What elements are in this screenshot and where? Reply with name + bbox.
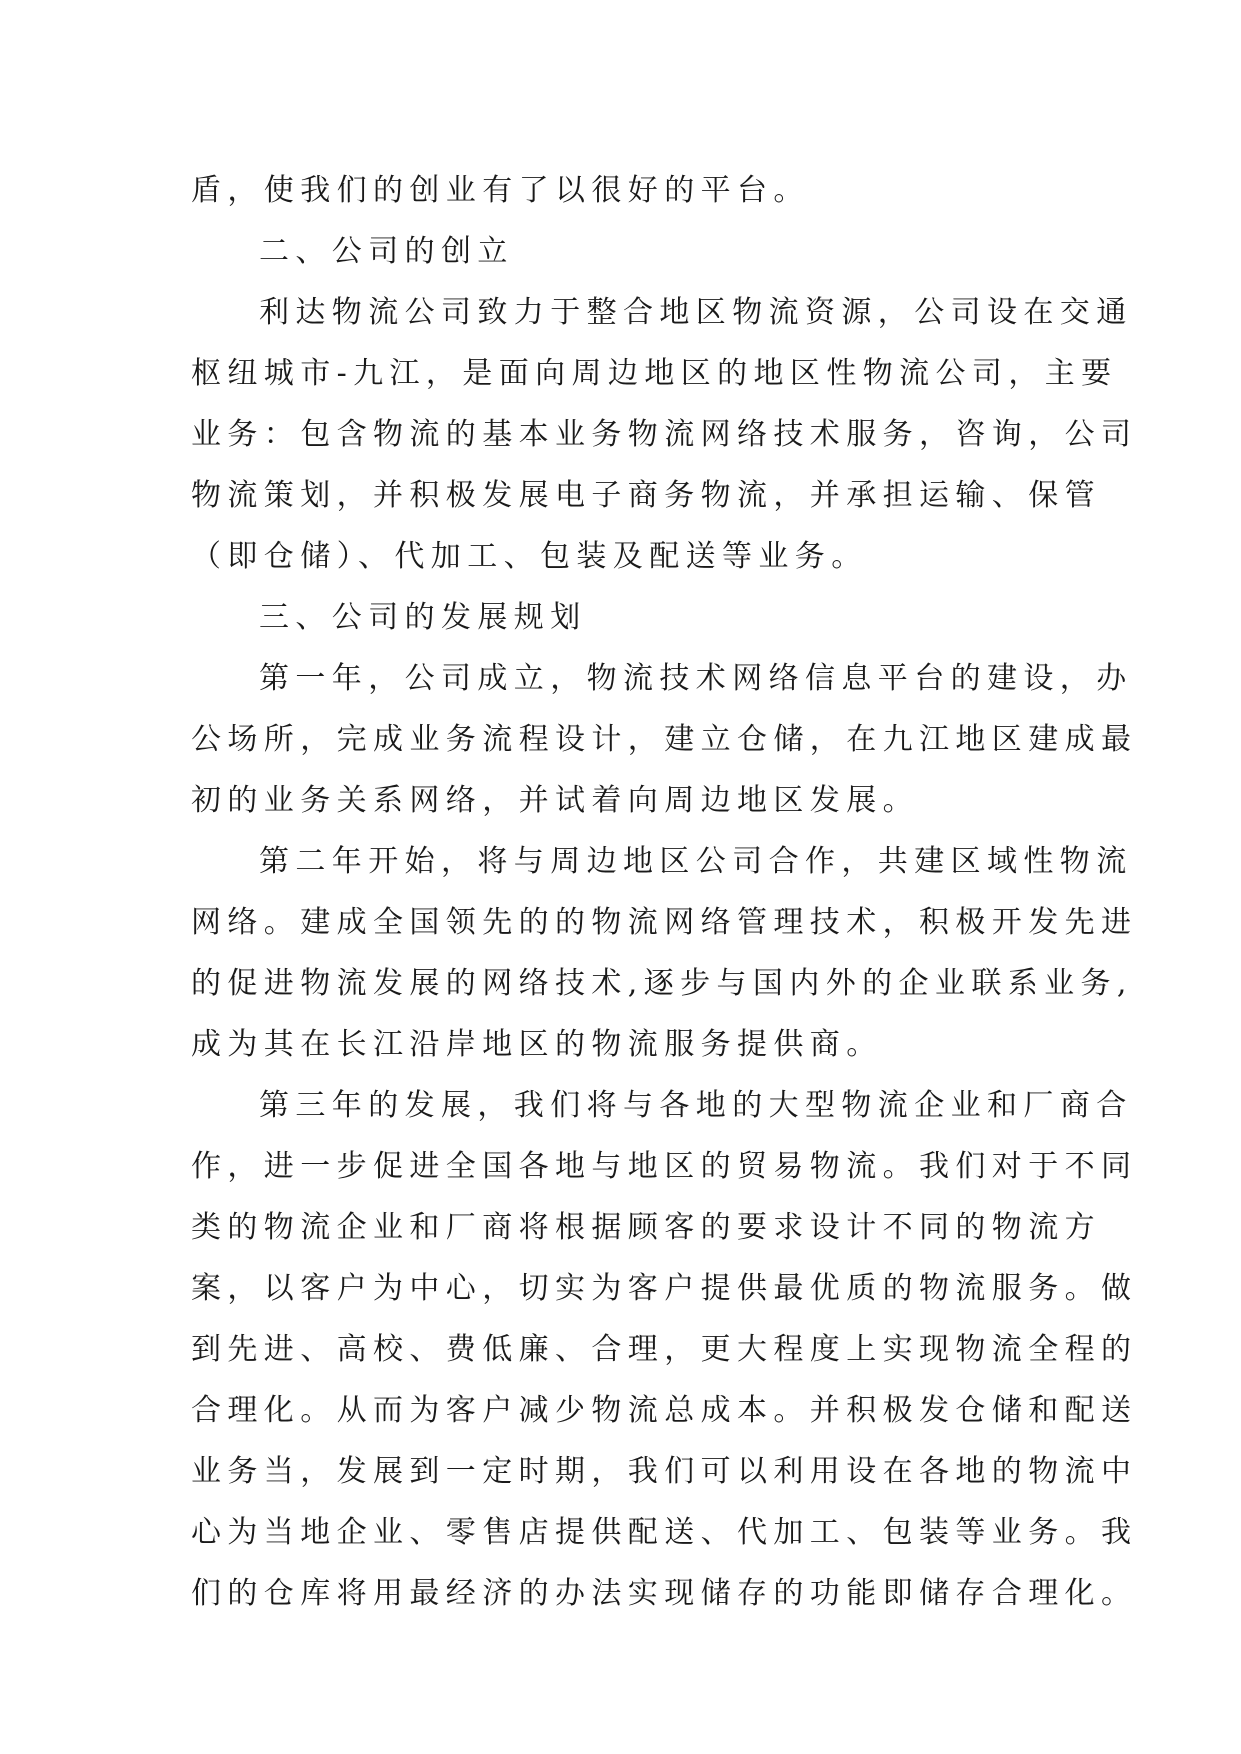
text-line: 物流策划，并积极发展电子商务物流，并承担运输、保管: [191, 478, 1101, 513]
text-line: 第一年，公司成立，物流技术网络信息平台的建设，办: [259, 661, 1133, 696]
text-line: 初的业务关系网络，并试着向周边地区发展。: [191, 783, 919, 818]
text-line: 案，以客户为中心，切实为客户提供最优质的物流服务。做: [191, 1271, 1138, 1306]
text-line: 的促进物流发展的网络技术,逐步与国内外的企业联系业务,: [191, 966, 1133, 1001]
text-line: 第三年的发展，我们将与各地的大型物流企业和厂商合: [259, 1088, 1133, 1123]
section-heading: 二、公司的创立: [259, 234, 514, 269]
text-line: 盾，使我们的创业有了以很好的平台。: [191, 173, 810, 208]
text-line: 作，进一步促进全国各地与地区的贸易物流。我们对于不同: [191, 1149, 1138, 1184]
text-line: 枢纽城市-九江，是面向周边地区的地区性物流公司，主要: [191, 356, 1118, 391]
text-line: （即仓储）、代加工、包装及配送等业务。: [191, 539, 868, 574]
text-line: 利达物流公司致力于整合地区物流资源，公司设在交通: [259, 295, 1133, 330]
text-line: 业务：包含物流的基本业务物流网络技术服务，咨询，公司: [191, 417, 1138, 452]
text-line: 业务当，发展到一定时期，我们可以利用设在各地的物流中: [191, 1454, 1138, 1489]
text-line: 第二年开始，将与周边地区公司合作，共建区域性物流: [259, 844, 1133, 879]
text-line: 合理化。从而为客户减少物流总成本。并积极发仓储和配送: [191, 1393, 1138, 1428]
text-line: 网络。建成全国领先的的物流网络管理技术，积极开发先进: [191, 905, 1138, 940]
text-line: 成为其在长江沿岸地区的物流服务提供商。: [191, 1027, 883, 1062]
section-heading: 三、公司的发展规划: [259, 600, 587, 635]
text-line: 心为当地企业、零售店提供配送、代加工、包装等业务。我: [191, 1515, 1138, 1550]
text-line: 们的仓库将用最经济的办法实现储存的功能即储存合理化。: [191, 1576, 1138, 1611]
text-line: 类的物流企业和厂商将根据顾客的要求设计不同的物流方: [191, 1210, 1101, 1245]
text-line: 到先进、高校、费低廉、合理，更大程度上实现物流全程的: [191, 1332, 1138, 1367]
document-body: [191, 160, 1138, 1624]
text-line: 公场所，完成业务流程设计，建立仓储，在九江地区建成最: [191, 722, 1138, 757]
